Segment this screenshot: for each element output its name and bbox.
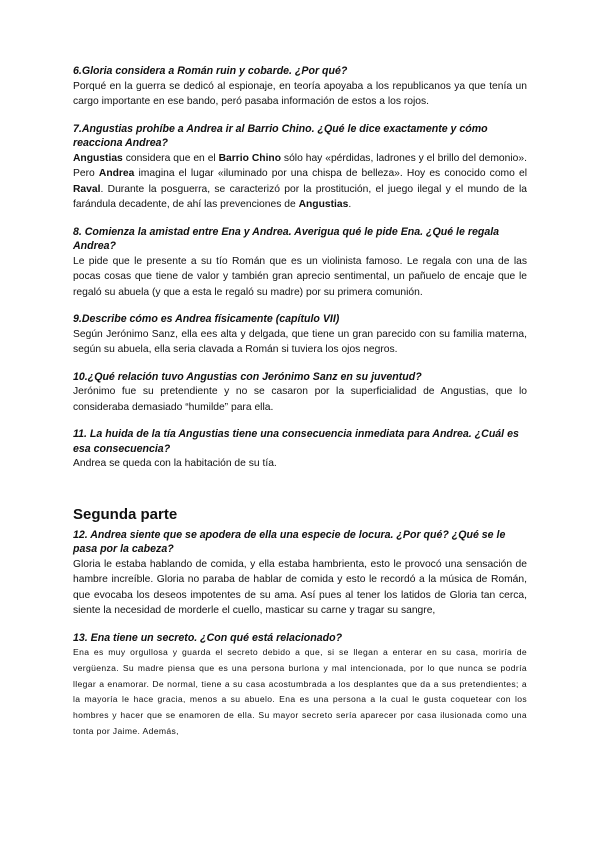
- question-10: [73, 370, 527, 416]
- question-heading: 8. Comienza la amistad entre Ena y Andrea. Averigua qué le pide Ena. ¿Qué le regala Andrea?: [73, 225, 500, 252]
- answer-text: Jerónimo fue su pretendiente y no se casaron por la superficialidad de Angustias, que lo consideraba demasiado “humilde” para ella.: [73, 386, 527, 413]
- question-12: [73, 528, 527, 619]
- document-page: [73, 64, 527, 752]
- question-heading: 13. Ena tiene un secreto. ¿Con qué está relacionado?: [73, 631, 343, 644]
- question-7: [73, 122, 527, 213]
- answer-text: Angustias considera que en el Barrio Chino sólo hay «pérdidas, ladrones y el brillo del demonio». Pero Andrea imagina el lugar «iluminado por una chispa de belleza». Hoy es conocido como el Raval. Durante la posguerra, se caracterizó por la prostitución, el juego ilegal y el mundo de la farándula decadente, de ahí las prevenciones de Angustias.: [73, 152, 527, 210]
- question-heading: 7.Angustias prohíbe a Andrea ir al Barrio Chino. ¿Qué le dice exactamente y cómo reacciona Andrea?: [73, 122, 488, 149]
- question-heading: 12. Andrea siente que se apodera de ella una especie de locura. ¿Por qué? ¿Qué se le pasa por la cabeza?: [73, 528, 506, 555]
- answer-text: Ena es muy orgullosa y guarda el secreto debido a que, si se llegan a enterar en su casa, moriría de vergüenza. Su madre piensa que es una persona burlona y mal intencionada, por lo que nunca se podría llegar a enamorar. De normal, tiene a su casa acostumbrada a los desplantes que da a sus pretendientes; a la mayoría le hace gracia, menos a su abuelo. Ena es una persona a la cual le gusta coquetear con los hombres y hacer que se enamoren de ella. Su mayor secreto sería aparecer por casa ilusionada como una tonta por Jaime. Además,: [73, 647, 527, 736]
- question-8: [73, 225, 527, 301]
- answer-text: Gloria le estaba hablando de comida, y ella estaba hambrienta, esto le provocó una sensación de hambre increíble. Gloria no paraba de hablar de comida y esto le recordó a la música de Román, que evocaba los deseos impotentes de su ama. Así pues al tener los latidos de Gloria tan cerca, siente la necesidad de morderle el cuello, masticar su carne y tragar su sangre,: [73, 558, 527, 616]
- answer-text: Según Jerónimo Sanz, ella ees alta y delgada, que tiene un gran parecido con su familia materna, según su abuela, ella seria clavada a Román si tuviera los ojos negros.: [73, 328, 527, 355]
- question-heading: 6.Gloria considera a Román ruin y cobarde. ¿Por qué?: [73, 65, 348, 77]
- answer-text: Andrea se queda con la habitación de su tía.: [73, 458, 277, 469]
- question-heading: 10.¿Qué relación tuvo Angustias con Jerónimo Sanz en su juventud?: [73, 370, 422, 383]
- question-heading: 9.Describe cómo es Andrea físicamente (capítulo VII): [73, 313, 340, 325]
- question-6: [73, 64, 527, 110]
- answer-text: Le pide que le presente a su tío Román que es un violinista famoso. Le regala con una de las pocas cosas que tiene de valor y también gran aprecio sentimental, un pañuelo de encaje que le regaló su abuela (y que a esta le regaló su madre) por su primera comunión.: [73, 255, 527, 298]
- question-heading: 11. La huida de la tía Angustias tiene una consecuencia inmediata para Andrea. ¿Cuál es esa consecuencia?: [73, 428, 519, 455]
- answer-text: Porqué en la guerra se dedicó al espionaje, en teoría apoyaba a los republicanos ya que tenía un cargo importante en ese bando, peró pasaba información de estos a los rojos.: [73, 80, 527, 107]
- question-11: [73, 427, 527, 472]
- section-title-part-2: Segunda parte: [73, 505, 178, 523]
- question-9: [73, 312, 527, 358]
- question-13: [73, 631, 527, 740]
